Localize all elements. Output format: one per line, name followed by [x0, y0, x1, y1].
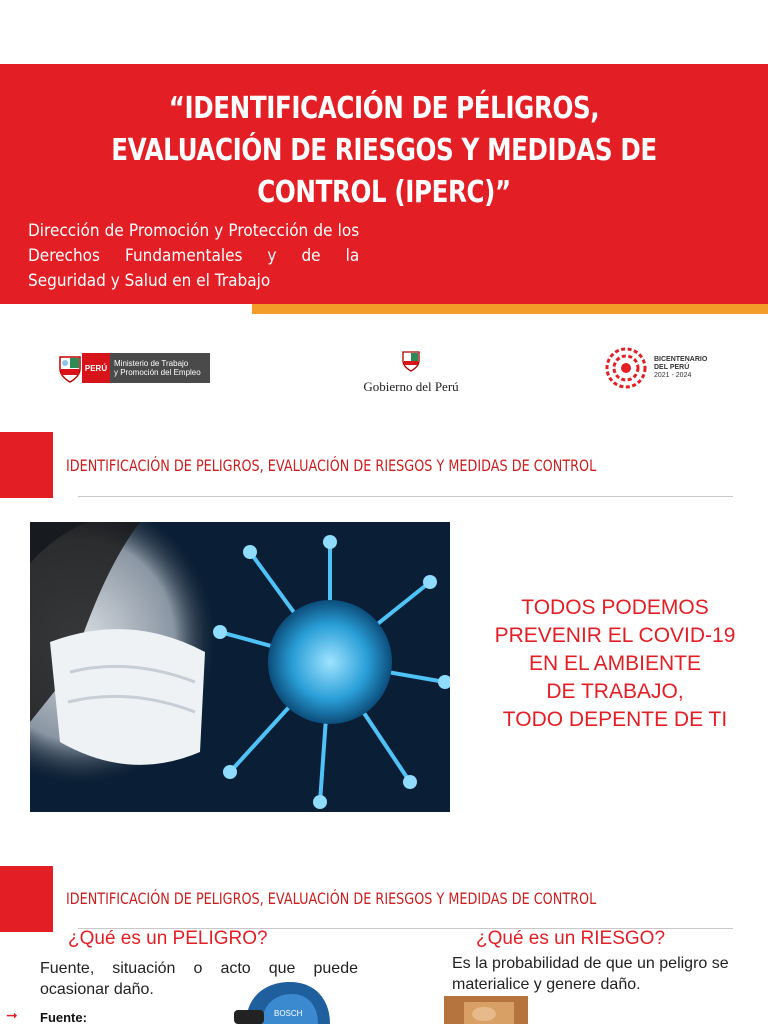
bicentenario-line-2: DEL PERÚ	[654, 364, 690, 371]
peru-shield-icon	[58, 353, 82, 383]
national-shield-icon	[401, 350, 421, 372]
section-red-tab	[0, 432, 53, 498]
message-line: EN EL AMBIENTE	[529, 652, 701, 675]
section-heading: IDENTIFICACIÓN DE PELIGROS, EVALUACIÓN DE RIESGOS Y MEDIDAS DE CONTROL	[66, 889, 597, 908]
message-line: DE TRABAJO,	[546, 680, 684, 703]
government-label: Gobierno del Perú	[363, 379, 459, 394]
orange-accent-stripe	[252, 304, 768, 314]
slide-subtitle: Dirección de Promoción y Protección de los Derechos Fundamentales y de la Seguridad y Salud en el Trabajo	[28, 221, 360, 291]
covid-prevention-message	[470, 594, 760, 734]
virus-illustration	[30, 522, 450, 812]
peru-label: PERÚ	[82, 353, 110, 383]
heading-divider	[78, 496, 733, 497]
riesgo-question: ¿Qué es un RIESGO?	[476, 928, 666, 949]
peligro-question: ¿Qué es un PELIGRO?	[68, 928, 268, 949]
message-line: TODOS PODEMOS	[521, 596, 709, 619]
bicentenario-logo	[604, 346, 707, 390]
message-line: PREVENIR EL COVID-19	[494, 624, 736, 647]
covid-photo	[30, 522, 450, 812]
government-logo	[346, 350, 476, 395]
peligro-definition: Fuente, situación o acto que puede ocasionar daño.	[40, 960, 358, 998]
circular-saw-image	[226, 976, 336, 1024]
worker-photo	[444, 996, 528, 1024]
ministry-label	[110, 353, 210, 383]
riesgo-definition: Es la probabilidad de que un peligro se materialice y genere daño.	[452, 955, 729, 993]
section-heading: IDENTIFICACIÓN DE PELIGROS, EVALUACIÓN DE RIESGOS Y MEDIDAS DE CONTROL	[66, 456, 597, 475]
ministry-logo	[58, 352, 210, 384]
fuente-label: Fuente:	[40, 1010, 87, 1025]
message-line: TODO DEPENTE DE TI	[502, 708, 728, 731]
svg-text:BOSCH: BOSCH	[274, 1009, 303, 1018]
bicentenario-label	[654, 356, 707, 380]
slide-title: “IDENTIFICACIÓN DE PÉLIGROS, EVALUACIÓN DE RIESGOS Y MEDIDAS DE CONTROL (IPERC)”	[111, 91, 657, 210]
bicentenario-line-1: BICENTENARIO	[654, 356, 708, 363]
arrow-right-icon: ➞	[6, 1007, 18, 1023]
ministry-line-2: y Promoción del Empleo	[114, 368, 201, 377]
ministry-line-1: Ministerio de Trabajo	[114, 359, 189, 368]
bicentenario-years: 2021 - 2024	[654, 372, 692, 379]
section-red-tab	[0, 866, 53, 932]
bicentenario-ring-icon	[604, 346, 648, 390]
